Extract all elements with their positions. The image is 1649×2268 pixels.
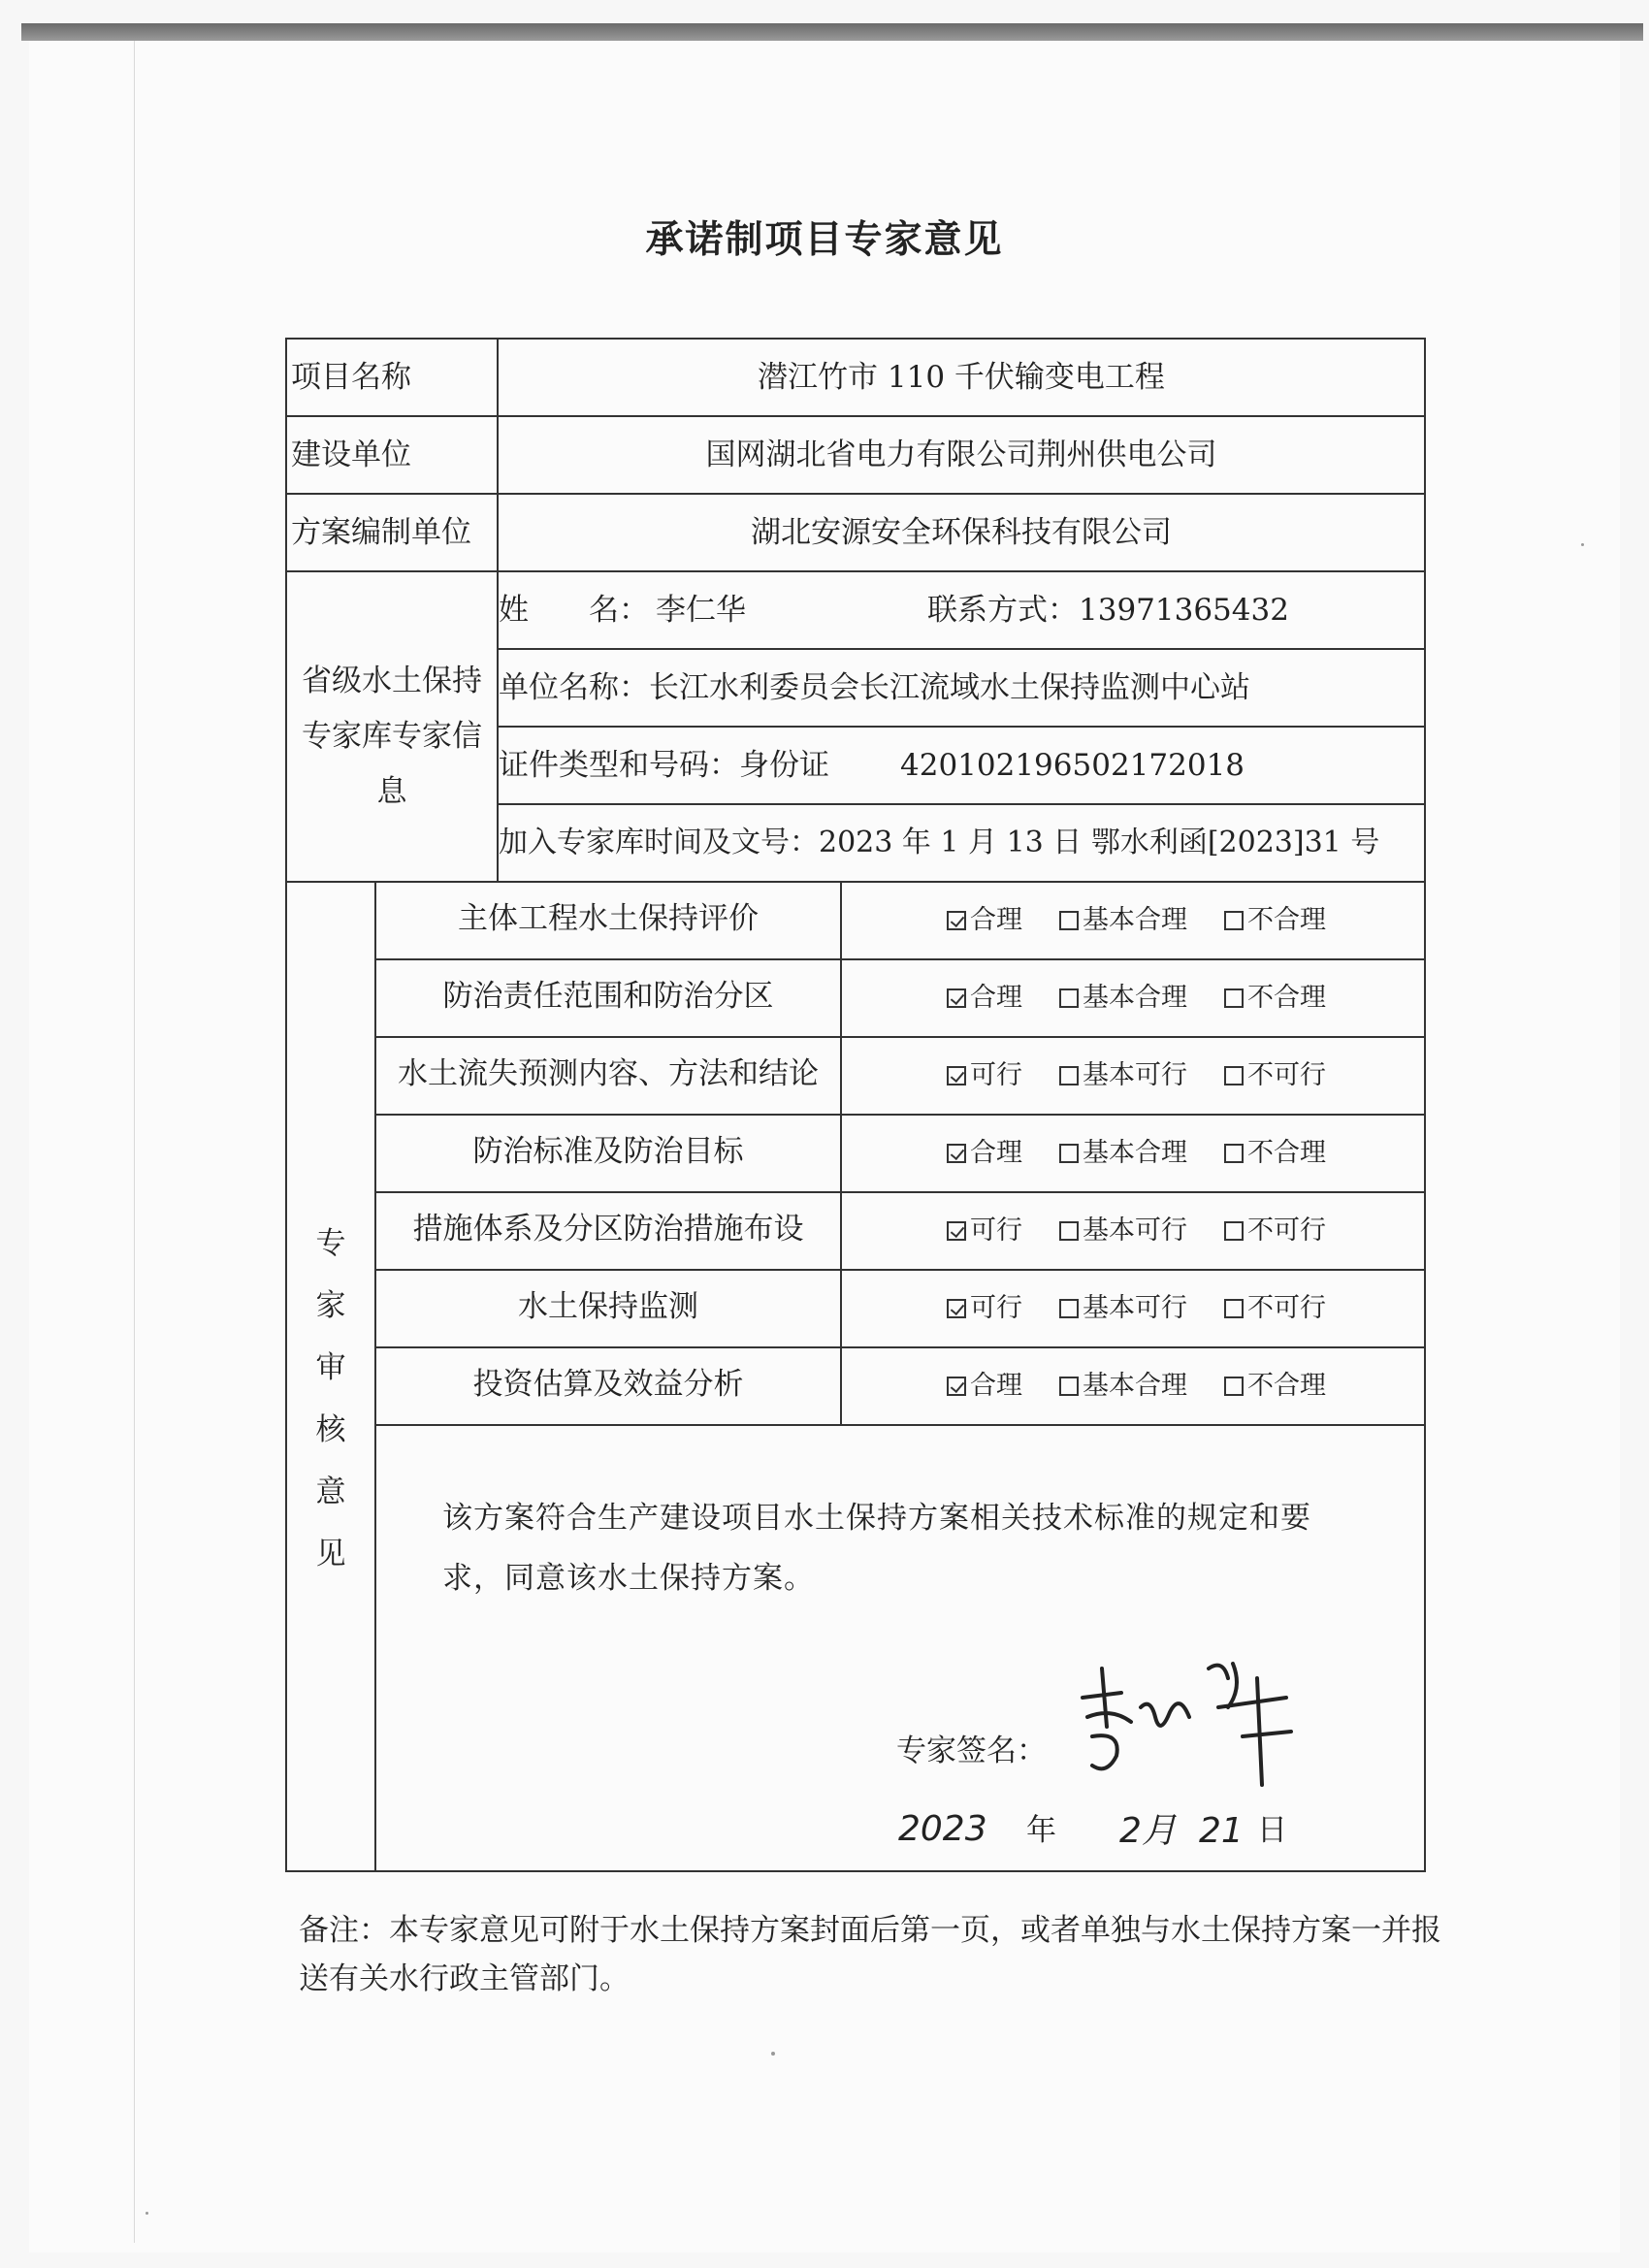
scan-top-edge [21, 23, 1643, 41]
expert-join-info: 加入专家库时间及文号：2023 年 1 月 13 日 鄂水利函[2023]31 号 [499, 826, 1380, 859]
review-option-label: 基本可行 [1083, 1060, 1187, 1090]
review-label-char: 见 [315, 1537, 346, 1571]
checkbox-icon[interactable] [1059, 988, 1079, 1008]
scan-fold-line [134, 41, 135, 2243]
review-option[interactable] [1059, 1293, 1187, 1323]
review-option[interactable] [947, 1215, 1022, 1246]
review-item-label: 投资估算及效益分析 [472, 1367, 744, 1402]
review-item-label: 水土保持监测 [518, 1289, 698, 1324]
review-item-label: 防治责任范围和防治分区 [442, 979, 774, 1014]
checked-checkbox-icon[interactable] [947, 1066, 966, 1085]
review-option[interactable] [1059, 905, 1187, 935]
review-option-label: 合理 [970, 1371, 1022, 1401]
row-divider [374, 1269, 1424, 1271]
row-divider [497, 803, 1424, 805]
row-divider [374, 1346, 1424, 1348]
opinion-line2: 求，同意该水土保持方案。 [442, 1561, 815, 1596]
review-option[interactable] [1224, 905, 1326, 935]
review-option[interactable] [947, 1138, 1022, 1168]
expert-name-label: 姓 名： [499, 593, 649, 628]
review-item-options [947, 1295, 1363, 1321]
review-option[interactable] [1059, 1060, 1187, 1090]
checked-checkbox-icon[interactable] [947, 911, 966, 930]
review-option[interactable] [1059, 1138, 1187, 1168]
expert-opinion-form [285, 338, 1426, 1872]
row-divider [374, 1036, 1424, 1038]
row-divider [374, 958, 1424, 960]
review-option-label: 可行 [970, 1293, 1022, 1323]
review-option[interactable] [947, 1293, 1022, 1323]
checkbox-icon[interactable] [1059, 1299, 1079, 1318]
review-option-label: 合理 [970, 983, 1022, 1013]
checkbox-icon[interactable] [1059, 911, 1079, 930]
review-label-char: 核 [315, 1412, 346, 1447]
footnote: 备注：本专家意见可附于水土保持方案封面后第一页，或者单独与水土保持方案一并报送有关水行政主管部门。 [299, 1913, 1441, 1996]
row-divider [374, 1191, 1424, 1193]
review-option-label: 基本可行 [1083, 1215, 1187, 1246]
review-option-label: 合理 [970, 905, 1022, 935]
review-option[interactable] [1224, 1060, 1326, 1090]
review-option[interactable] [1224, 983, 1326, 1013]
review-option-label: 合理 [970, 1138, 1022, 1168]
review-option[interactable] [1059, 1215, 1187, 1246]
review-option-label: 不可行 [1247, 1293, 1326, 1323]
row-divider [287, 493, 1424, 495]
checkbox-icon[interactable] [1224, 1377, 1244, 1396]
expert-contact-label: 联系方式： [927, 593, 1078, 628]
review-option-label: 基本合理 [1083, 905, 1187, 935]
review-item-options [947, 907, 1363, 933]
review-item-options [947, 1373, 1363, 1399]
review-item-label: 水土流失预测内容、方法和结论 [398, 1056, 819, 1091]
column-divider [840, 881, 842, 1424]
review-option[interactable] [1224, 1293, 1326, 1323]
date-day: 21 [1199, 1811, 1244, 1851]
checkbox-icon[interactable] [1224, 1221, 1244, 1241]
review-option-label: 不合理 [1247, 1371, 1326, 1401]
scan-speck [771, 2052, 775, 2056]
review-item-options [947, 1217, 1363, 1244]
row-divider [374, 1424, 1424, 1426]
checked-checkbox-icon[interactable] [947, 1377, 966, 1396]
project-name-value: 潜江竹市 110 千伏输变电工程 [758, 360, 1165, 395]
review-item-options [947, 1062, 1363, 1088]
review-label-char: 家 [315, 1288, 346, 1323]
row-divider [287, 415, 1424, 417]
checkbox-icon[interactable] [1224, 1066, 1244, 1085]
review-label-char: 意 [315, 1474, 346, 1509]
review-option[interactable] [1224, 1138, 1326, 1168]
checkbox-icon[interactable] [1224, 1144, 1244, 1163]
review-option-label: 不可行 [1247, 1215, 1326, 1246]
checked-checkbox-icon[interactable] [947, 1221, 966, 1241]
row-divider [287, 570, 1424, 572]
handwritten-signature [1063, 1639, 1315, 1804]
compiler-value: 湖北安源安全环保科技有限公司 [751, 515, 1172, 550]
page-title: 承诺制项目专家意见 [645, 217, 1004, 262]
checked-checkbox-icon[interactable] [947, 1299, 966, 1318]
expert-id-value: 420102196502172018 [900, 748, 1245, 783]
review-item-label: 措施体系及分区防治措施布设 [412, 1212, 804, 1247]
expert-name-value: 李仁华 [656, 593, 746, 628]
compiler-label: 方案编制单位 [291, 515, 471, 550]
project-name-label: 项目名称 [291, 360, 411, 395]
review-option-label: 不合理 [1247, 983, 1326, 1013]
review-option[interactable] [1059, 983, 1187, 1013]
scan-speck [146, 2212, 148, 2215]
review-option-label: 不可行 [1247, 1060, 1326, 1090]
review-option-label: 基本合理 [1083, 983, 1187, 1013]
review-option[interactable] [1224, 1215, 1326, 1246]
review-item-options [947, 985, 1363, 1011]
review-section-label [311, 1213, 350, 1585]
expert-info-label-line3: 息 [376, 774, 407, 809]
checkbox-icon[interactable] [1059, 1377, 1079, 1396]
row-divider [374, 1114, 1424, 1116]
date-year-unit: 年 [1026, 1813, 1056, 1848]
checkbox-icon[interactable] [1059, 1144, 1079, 1163]
review-item-label: 主体工程水土保持评价 [458, 901, 759, 936]
review-label-char: 专 [315, 1226, 346, 1261]
review-option[interactable] [1059, 1371, 1187, 1401]
review-option[interactable] [947, 983, 1022, 1013]
expert-id-label: 证件类型和号码：身份证 [499, 748, 829, 783]
expert-info-label-line2: 专家库专家信 [302, 719, 482, 754]
review-option[interactable] [947, 1371, 1022, 1401]
expert-info-label-line1: 省级水土保持 [302, 664, 482, 698]
checkbox-icon[interactable] [1224, 988, 1244, 1008]
review-option-label: 不合理 [1247, 1138, 1326, 1168]
review-option-label: 不合理 [1247, 905, 1326, 935]
review-option-label: 可行 [970, 1060, 1022, 1090]
checked-checkbox-icon[interactable] [947, 988, 966, 1008]
review-option-label: 基本合理 [1083, 1138, 1187, 1168]
review-label-char: 审 [315, 1350, 346, 1385]
row-divider [497, 726, 1424, 728]
checkbox-icon[interactable] [1224, 1299, 1244, 1318]
signature-label: 专家签名： [896, 1733, 1047, 1768]
checkbox-icon[interactable] [1059, 1221, 1079, 1241]
date-month: 2月 [1119, 1811, 1177, 1851]
builder-value: 国网湖北省电力有限公司荆州供电公司 [705, 437, 1217, 472]
scan-speck [1581, 543, 1584, 546]
review-item-label: 防治标准及防治目标 [472, 1134, 744, 1169]
review-option-label: 可行 [970, 1215, 1022, 1246]
checkbox-icon[interactable] [1224, 911, 1244, 930]
review-option[interactable] [947, 905, 1022, 935]
review-option[interactable] [947, 1060, 1022, 1090]
opinion-line1: 该方案符合生产建设项目水土保持方案相关技术标准的规定和要 [442, 1501, 1311, 1536]
row-divider [287, 881, 1424, 883]
date-year: 2023 [898, 1809, 987, 1849]
review-item-options [947, 1140, 1363, 1166]
row-divider [497, 648, 1424, 650]
expert-unit: 单位名称：长江水利委员会长江流域水土保持监测中心站 [499, 670, 1250, 705]
review-option-label: 基本可行 [1083, 1293, 1187, 1323]
checked-checkbox-icon[interactable] [947, 1144, 966, 1163]
expert-contact-value: 13971365432 [1079, 593, 1289, 628]
review-option-label: 基本合理 [1083, 1371, 1187, 1401]
date-day-unit: 日 [1257, 1813, 1287, 1848]
builder-label: 建设单位 [291, 437, 411, 472]
review-option[interactable] [1224, 1371, 1326, 1401]
checkbox-icon[interactable] [1059, 1066, 1079, 1085]
